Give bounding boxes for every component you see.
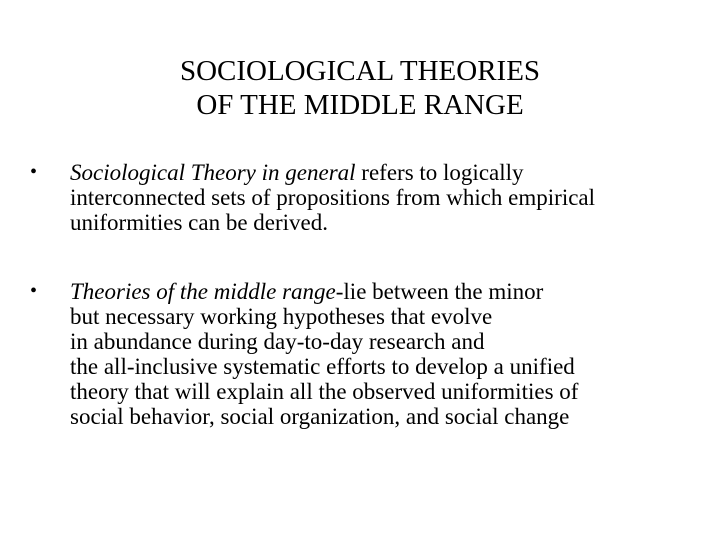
bullet-line xyxy=(70,160,690,185)
slide-title-line-2: OF THE MIDDLE RANGE xyxy=(196,89,524,121)
bullet-line-rest: -lie between the minor xyxy=(335,279,544,304)
bullet-text xyxy=(70,160,690,235)
slide-title-line-1: SOCIOLOGICAL THEORIES xyxy=(179,55,541,87)
bullet-line: theory that will explain all the observed uniformities of xyxy=(70,379,579,404)
bullet-line: interconnected sets of propositions from which empirical xyxy=(70,185,596,210)
bullet-line: the all-inclusive systematic efforts to develop a unified xyxy=(70,354,575,379)
bullet-term: Sociological Theory in general xyxy=(70,160,356,185)
bullet-line-rest: refers to logically xyxy=(355,160,524,185)
bullet-line: social behavior, social organization, and social change xyxy=(70,404,570,429)
bullet-line: in abundance during day-to-day research and xyxy=(70,329,485,354)
bullet-term: Theories of the middle range xyxy=(70,279,336,304)
bullet-marker: • xyxy=(30,280,38,302)
slide-title xyxy=(0,54,720,122)
bullet-line: but necessary working hypotheses that evolve xyxy=(70,304,493,329)
bullet-line: uniformities can be derived. xyxy=(70,210,329,235)
bullet-marker: • xyxy=(30,161,38,183)
bullet-line xyxy=(70,279,690,304)
bullet-text xyxy=(70,279,690,429)
